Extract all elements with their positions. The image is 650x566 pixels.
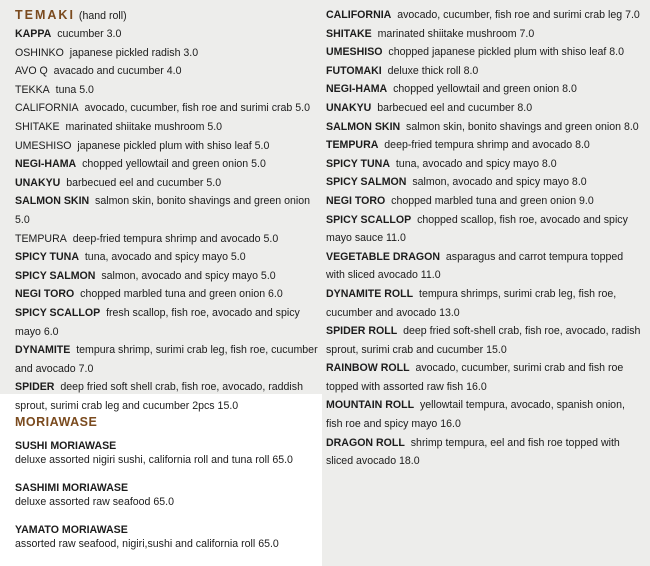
menu-item-desc: avocado, cucumber, surimi crab and fish roe topped with assorted raw fish 16.0	[326, 362, 624, 393]
menu-item-name: UNAKYU	[15, 176, 61, 189]
menu-item-name: DRAGON ROLL	[326, 436, 405, 449]
roll-item	[326, 322, 644, 359]
menu-item-name: UMESHISO	[15, 139, 72, 152]
menu-item-desc: assorted raw seafood, nigiri,sushi and california roll 65.0	[15, 538, 279, 550]
menu-item-name: FUTOMAKI	[326, 64, 382, 77]
menu-item-name: YAMATO MORIAWASE	[15, 524, 128, 536]
menu-item-desc: tuna, avocado and spicy mayo 8.0	[395, 157, 557, 170]
rolls-section	[326, 6, 644, 471]
menu-item-desc: fresh scallop, fish roe, avocado and spicy mayo 6.0	[15, 306, 300, 338]
rolls-list	[326, 6, 644, 471]
temaki-item	[15, 267, 320, 286]
temaki-section	[15, 6, 320, 415]
menu-item-desc: tempura shrimps, surimi crab leg, fish roe, cucumber and avocado 13.0	[326, 287, 617, 319]
menu-item-name: UMESHISO	[326, 46, 383, 59]
temaki-item	[15, 304, 320, 341]
menu-item-desc: cucumber 3.0	[57, 28, 122, 40]
temaki-item	[15, 230, 320, 249]
temaki-item	[15, 341, 320, 378]
menu-item-name: AVO Q	[15, 65, 48, 78]
menu-item-desc: chopped marbled tuna and green onion 6.0	[80, 288, 283, 301]
menu-item-name: TEMPURA	[326, 139, 379, 152]
menu-item-desc: deep-fried tempura shrimp and avocado 5.0	[72, 232, 279, 245]
menu-item-desc: salmon skin, bonito shavings and green onion 5.0	[15, 195, 311, 226]
roll-item	[326, 118, 644, 137]
menu-item-desc: tempura shrimp, surimi crab leg, fish roe, cucumber and avocado 7.0	[15, 344, 318, 375]
menu-item-desc: chopped japanese pickled plum with shiso leaf 8.0	[388, 46, 624, 59]
menu-item-desc: salmon, avocado and spicy mayo 5.0	[101, 269, 276, 282]
temaki-title: TEMAKI	[15, 8, 75, 22]
menu-item-desc: tuna 5.0	[55, 83, 94, 96]
menu-item-desc: marinated shiitake mushroom 7.0	[377, 27, 535, 40]
menu-item-desc: salmon, avocado and spicy mayo 8.0	[412, 176, 587, 189]
menu-item-desc: chopped yellowtail and green onion 5.0	[82, 158, 266, 171]
menu-item-name: SHITAKE	[15, 120, 60, 133]
menu-item-desc: chopped scallop, fish roe, avocado and spicy mayo sauce 11.0	[326, 213, 628, 245]
menu-item-desc: avacado and cucumber 4.0	[53, 65, 182, 78]
menu-item-name: SPICY SALMON	[326, 176, 407, 189]
temaki-item	[15, 248, 320, 267]
temaki-item	[15, 118, 320, 137]
roll-item	[326, 173, 644, 192]
menu-item-desc: deep-fried tempura shrimp and avocado 8.0	[384, 139, 590, 152]
menu-item-desc: deluxe thick roll 8.0	[387, 64, 479, 77]
menu-item-name: SPICY SALMON	[15, 269, 96, 282]
roll-item	[326, 211, 644, 248]
menu-item-name: SALMON SKIN	[326, 120, 401, 133]
menu-item-name: SPICY SCALLOP	[326, 213, 412, 226]
moriawase-item	[15, 439, 315, 467]
roll-item	[326, 6, 644, 25]
temaki-item	[15, 25, 320, 44]
temaki-item	[15, 81, 320, 100]
menu-item-desc: tuna, avocado and spicy mayo 5.0	[84, 251, 246, 264]
menu-item-name: TEMPURA	[15, 232, 67, 245]
menu-item-name: SALMON SKIN	[15, 195, 90, 208]
menu-item-name: SASHIMI MORIAWASE	[15, 482, 129, 494]
menu-item-name: SPIDER ROLL	[326, 325, 398, 338]
roll-item	[326, 285, 644, 322]
menu-item-desc: chopped yellowtail and green onion 8.0	[393, 83, 577, 96]
menu-item-name: DYNAMITE	[15, 344, 71, 357]
menu-item-name: NEGI-HAMA	[326, 83, 388, 96]
menu-item-desc: japanese pickled plum with shiso leaf 5.0	[77, 139, 270, 152]
roll-item	[326, 99, 644, 118]
menu-item-desc: salmon skin, bonito shavings and green onion 8.0	[406, 120, 639, 133]
roll-item	[326, 25, 644, 44]
menu-item-name: CALIFORNIA	[15, 102, 79, 115]
temaki-subtitle: (hand roll)	[78, 10, 127, 22]
menu-item-desc: asparagus and carrot tempura topped with sliced avocado 11.0	[326, 250, 624, 282]
menu-item-desc: avocado, cucumber, fish roe and surimi crab 5.0	[84, 102, 310, 115]
menu-item-name: SHITAKE	[326, 27, 372, 40]
roll-item	[326, 62, 644, 81]
menu-item-desc: chopped marbled tuna and green onion 9.0	[391, 194, 594, 207]
menu-item-name: SPICY TUNA	[326, 157, 390, 170]
menu-item-desc: barbecued eel and cucumber 5.0	[66, 176, 222, 189]
moriawase-section	[15, 413, 315, 565]
moriawase-list	[15, 439, 315, 551]
menu-item-desc: avocado, cucumber, fish roe and surimi crab leg 7.0	[397, 9, 640, 21]
temaki-item	[15, 62, 320, 81]
menu-item-name: NEGI-HAMA	[15, 158, 77, 171]
menu-item-name: SPICY TUNA	[15, 251, 79, 264]
menu-item-desc: deluxe assorted nigiri sushi, california roll and tuna roll 65.0	[15, 454, 293, 466]
moriawase-item	[15, 523, 315, 551]
roll-item	[326, 155, 644, 174]
temaki-item	[15, 44, 320, 63]
menu-item-name: KAPPA	[15, 28, 52, 40]
menu-item-desc: yellowtail tempura, avocado, spanish onion, fish roe and spicy mayo 16.0	[326, 399, 625, 431]
menu-item-desc: deep fried soft shell crab, fish roe, avocado, raddish sprout, surimi crab leg and cucumber 2pcs 15.0	[15, 381, 303, 412]
temaki-list	[15, 25, 320, 415]
roll-item	[326, 80, 644, 99]
temaki-item	[15, 285, 320, 304]
menu-item-name: UNAKYU	[326, 101, 372, 114]
temaki-item	[15, 192, 320, 229]
moriawase-item	[15, 481, 315, 509]
menu-item-name: NEGI TORO	[326, 194, 386, 207]
roll-item	[326, 192, 644, 211]
temaki-item	[15, 137, 320, 156]
menu-item-name: SPICY SCALLOP	[15, 306, 101, 319]
menu-item-desc: deluxe assorted raw seafood 65.0	[15, 496, 175, 508]
menu-item-name: NEGI TORO	[15, 288, 75, 301]
temaki-heading	[15, 6, 320, 25]
menu-item-name: OSHINKO	[15, 46, 64, 59]
menu-item-desc: marinated shiitake mushroom 5.0	[65, 120, 223, 133]
menu-item-name: MOUNTAIN ROLL	[326, 399, 415, 412]
roll-item	[326, 359, 644, 396]
temaki-item	[15, 378, 320, 415]
menu-item-desc: barbecued eel and cucumber 8.0	[377, 101, 533, 114]
roll-item	[326, 396, 644, 433]
temaki-item	[15, 155, 320, 174]
moriawase-title: MORIAWASE	[15, 415, 98, 429]
roll-item	[326, 434, 644, 471]
menu-item-name: SUSHI MORIAWASE	[15, 440, 117, 452]
roll-item	[326, 248, 644, 285]
menu-item-name: TEKKA	[15, 83, 50, 96]
roll-item	[326, 136, 644, 155]
temaki-item	[15, 174, 320, 193]
menu-item-desc: deep fried soft-shell crab, fish roe, avocado, radish sprout, surimi crab and cucumber 15.0	[326, 325, 641, 356]
menu-item-name: DYNAMITE ROLL	[326, 287, 414, 300]
menu-item-name: VEGETABLE DRAGON	[326, 250, 440, 263]
menu-item-name: RAINBOW ROLL	[326, 362, 410, 375]
menu-item-name: CALIFORNIA	[326, 9, 392, 21]
menu-item-desc: shrimp tempura, eel and fish roe topped with sliced avocado 18.0	[326, 436, 620, 468]
menu-item-name: SPIDER	[15, 381, 55, 394]
temaki-item	[15, 99, 320, 118]
roll-item	[326, 43, 644, 62]
menu-item-desc: japanese pickled radish 3.0	[69, 46, 199, 59]
